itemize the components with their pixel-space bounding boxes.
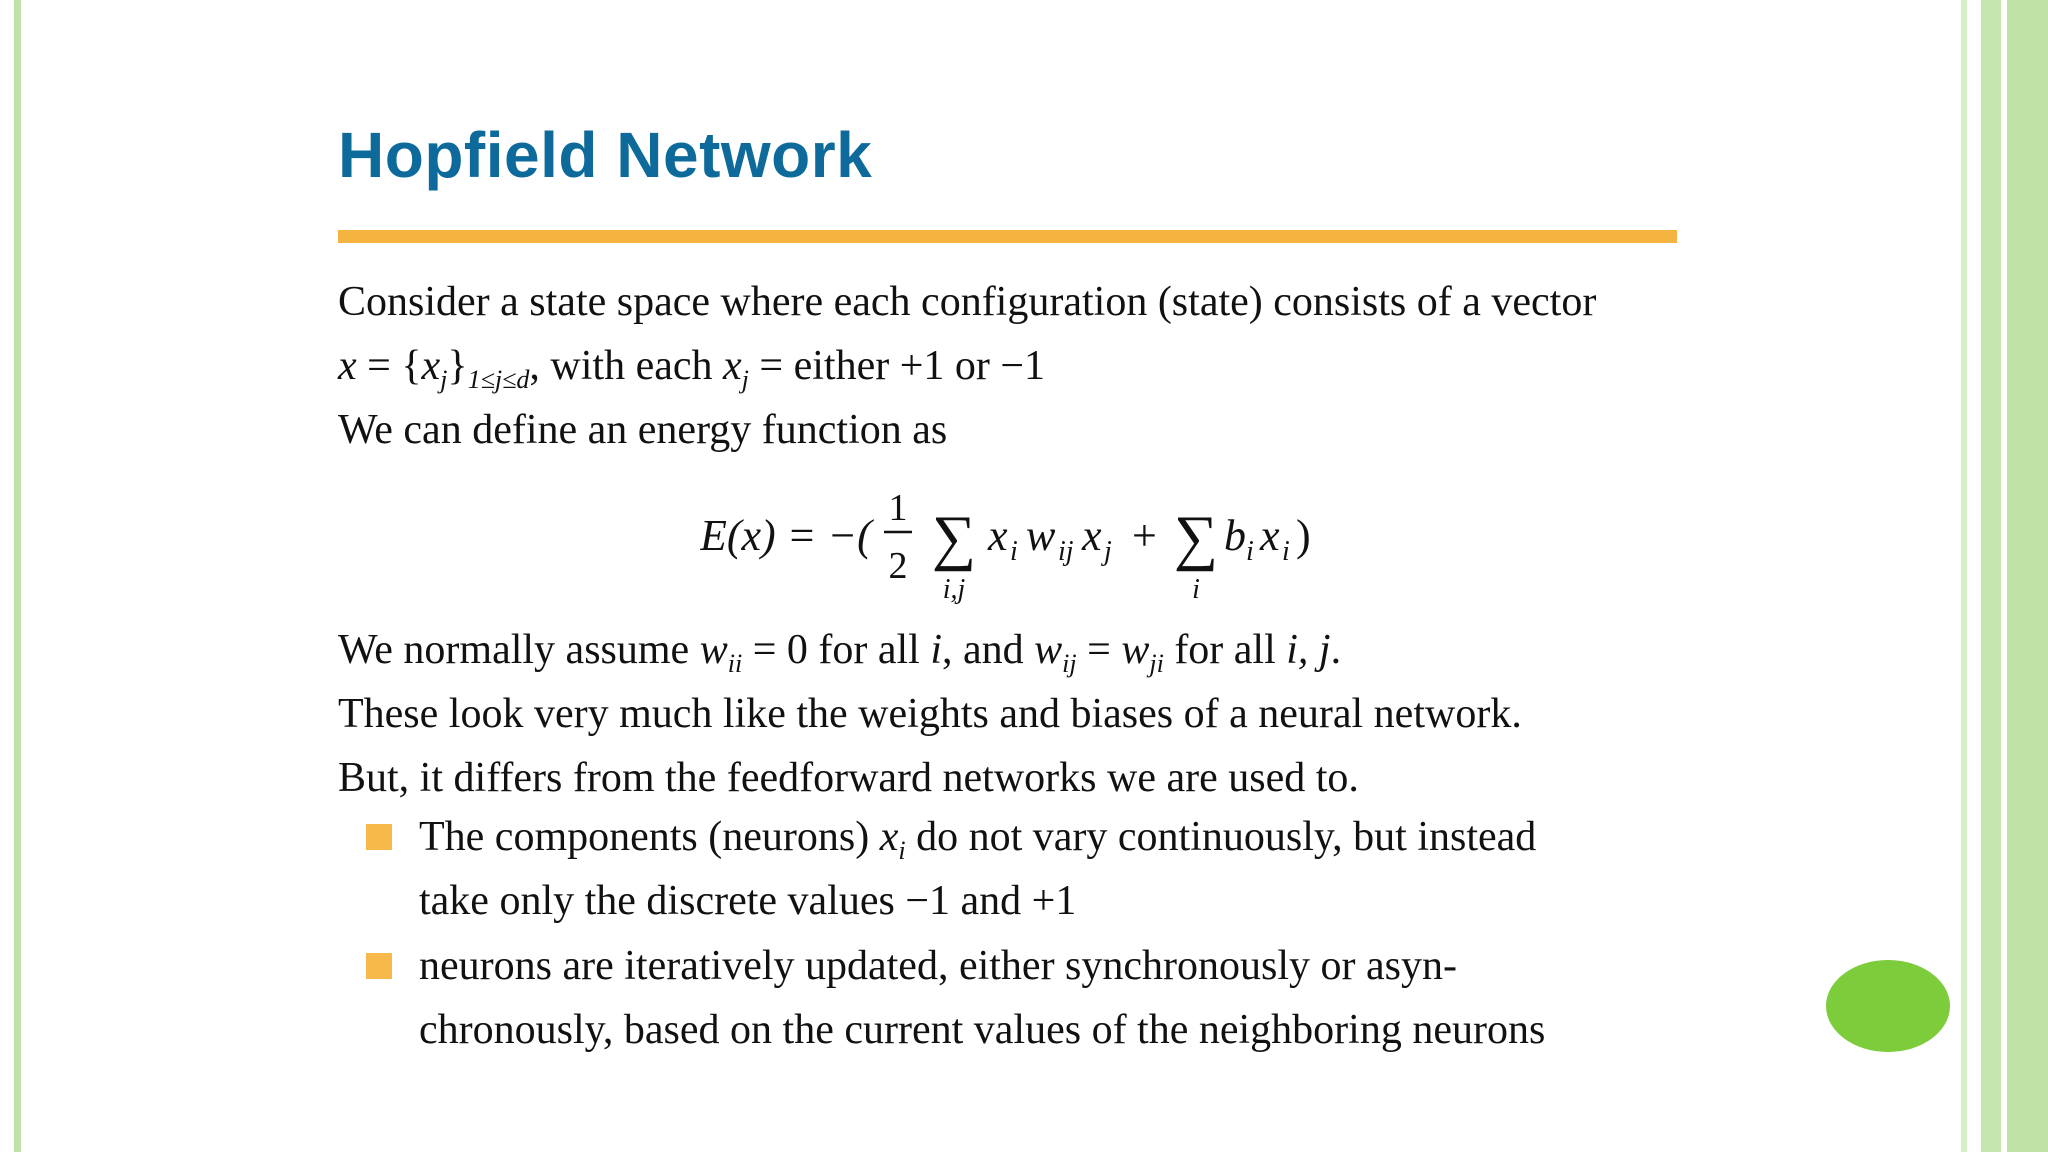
eq-sum-1-index: i,j [942, 574, 966, 605]
bullet-1-line-1: The components (neurons) $x_i$ do not vary continuously, but instead [419, 814, 1537, 866]
right-border-gap [1967, 0, 1981, 1152]
bullet-2-line-2: chronously, based on the current values of the neighboring neurons [419, 1007, 1546, 1053]
bullet-1-line-2: take only the discrete values −1 and +1 [419, 878, 1077, 924]
eq-plus: + [1132, 511, 1157, 560]
eq-sum-1: ∑ [931, 504, 977, 572]
body-line-4: We normally assume $w_{ii} = 0$ for all i, and $w_{ij} = w_{ji}$ for all i, j. [338, 627, 1342, 679]
title-underline [338, 230, 1677, 243]
right-border-stripe [1981, 0, 2001, 1152]
body-line-5: These look very much like the weights and biases of a neural network. [338, 691, 1522, 737]
eq-frac-num: 1 [888, 487, 908, 529]
eq-term-x: x [988, 511, 1008, 560]
eq-sum-2-index: i [1192, 574, 1200, 605]
eq-term-x3: x [1260, 511, 1280, 560]
body-line-6: But, it differs from the feedforward networks we are used to. [338, 755, 1359, 801]
eq-lhs: E(x) = −( [700, 511, 872, 560]
body-line-2: $x = \{x_j\}_{1\le j\le d}$, with each $x_j$ = either +1 or −1 [338, 343, 1046, 395]
right-border-stripe [2007, 0, 2048, 1152]
eq-term-x3-sub: i [1282, 536, 1290, 567]
eq-term-b-sub: i [1246, 536, 1254, 567]
energy-equation [700, 478, 1340, 608]
eq-sum-2: ∑ [1173, 504, 1219, 572]
eq-close-paren: ) [1296, 511, 1311, 560]
bullet-marker-1 [366, 824, 392, 850]
body-line-3: We can define an energy function as [338, 407, 948, 453]
eq-term-x2: x [1082, 511, 1102, 560]
eq-term-w: w [1026, 511, 1056, 560]
bullet-marker-2 [366, 953, 392, 979]
decorative-green-dot [1826, 960, 1950, 1052]
eq-term-w-sub: ij [1058, 536, 1074, 567]
eq-term-x-sub: i [1010, 536, 1018, 567]
body-line-1: Consider a state space where each configuration (state) consists of a vector [338, 279, 1597, 325]
eq-frac-den: 2 [888, 545, 908, 587]
left-border-stripe [14, 0, 21, 1152]
bullet-2-line-1: neurons are iteratively updated, either synchronously or asyn- [419, 943, 1458, 989]
slide-title: Hopfield Network [338, 119, 873, 191]
eq-term-b: b [1224, 511, 1246, 560]
eq-term-x2-sub: j [1104, 536, 1112, 567]
